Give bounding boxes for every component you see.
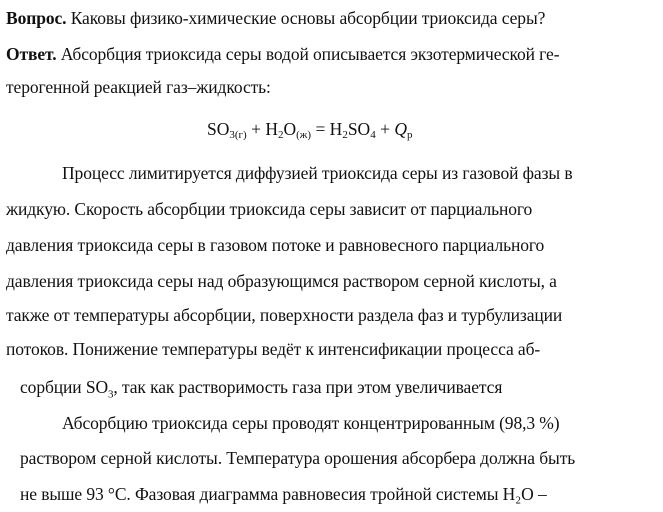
question-text: Каковы физико-химические основы абсорбции триоксида серы? xyxy=(66,8,546,28)
answer-label: Ответ. xyxy=(6,44,57,64)
formula-q: Q xyxy=(394,119,407,139)
answer-line-2 xyxy=(6,77,271,97)
paragraph1-line-2 xyxy=(6,199,532,219)
tail-post: , так как растворимость газа при этом увеличивается xyxy=(113,377,503,397)
paragraph1-text-2: жидкую. Скорость абсорбции триоксида серы зависит от парциального xyxy=(6,199,533,219)
formula-so4-sub: 4 xyxy=(370,129,376,141)
paragraph1-line-3 xyxy=(6,235,544,255)
answer-text-2: терогенной реакцией газ–жидкость: xyxy=(6,77,271,97)
paragraph1-text-4: давления триоксида серы над образующимся раствором серной кислоты, а xyxy=(6,271,557,291)
paragraph2-text-2: раствором серной кислоты. Температура орошения абсорбера должна быть xyxy=(20,448,576,468)
paragraph2-text-1: Абсорбцию триоксида серы проводят концентрированным (98,3 %) xyxy=(62,413,560,433)
formula-equals-h: = H xyxy=(311,119,343,139)
tail-sub: 3 xyxy=(108,388,114,401)
paragraph1-tail xyxy=(20,377,502,405)
paragraph1-line-1 xyxy=(62,163,572,183)
formula-so4: SO xyxy=(347,119,371,139)
question-label: Вопрос. xyxy=(6,8,67,28)
paragraph1-text-1: Процесс лимитируется диффузией триоксида серы из газовой фазы в xyxy=(62,163,573,183)
paragraph1-line-5 xyxy=(6,305,562,325)
paragraph1-text-3: давления триоксида серы в газовом потоке и равновесного парциального xyxy=(6,235,545,255)
formula-plus-q: + xyxy=(375,119,395,139)
formula-q-sub: р xyxy=(406,129,413,141)
formula-so3-sub: 3(г) xyxy=(229,129,247,141)
formula-plus-h: + H xyxy=(246,119,278,139)
paragraph2-text-3: не выше 93 °С. Фазовая диаграмма равновесия тройной системы H₂O – xyxy=(20,484,547,504)
formula-so3: SO xyxy=(207,119,230,139)
paragraph1-text-6: потоков. Понижение температуры ведёт к интенсификации процесса аб- xyxy=(6,339,541,359)
answer-text-1: Абсорбция триоксида серы водой описывается экзотермической ге- xyxy=(56,44,560,64)
answer-line-1 xyxy=(6,44,559,64)
paragraph2-line-3 xyxy=(20,484,547,504)
formula-h2-sub: 2 xyxy=(277,129,284,141)
reaction-formula xyxy=(207,118,412,146)
paragraph2-line-2 xyxy=(20,448,575,468)
formula-o: O xyxy=(283,119,297,139)
tail-pre: сорбции SO xyxy=(20,377,109,397)
question-line xyxy=(6,8,545,28)
formula-o-sub: (ж) xyxy=(296,129,312,141)
formula-h2b-sub: 2 xyxy=(342,129,348,141)
paragraph1-line-4 xyxy=(6,271,557,291)
paragraph1-text-5: также от температуры абсорбции, поверхности раздела фаз и турбулизации xyxy=(6,305,563,325)
paragraph2-line-1 xyxy=(62,413,560,433)
paragraph1-line-6 xyxy=(6,339,540,359)
